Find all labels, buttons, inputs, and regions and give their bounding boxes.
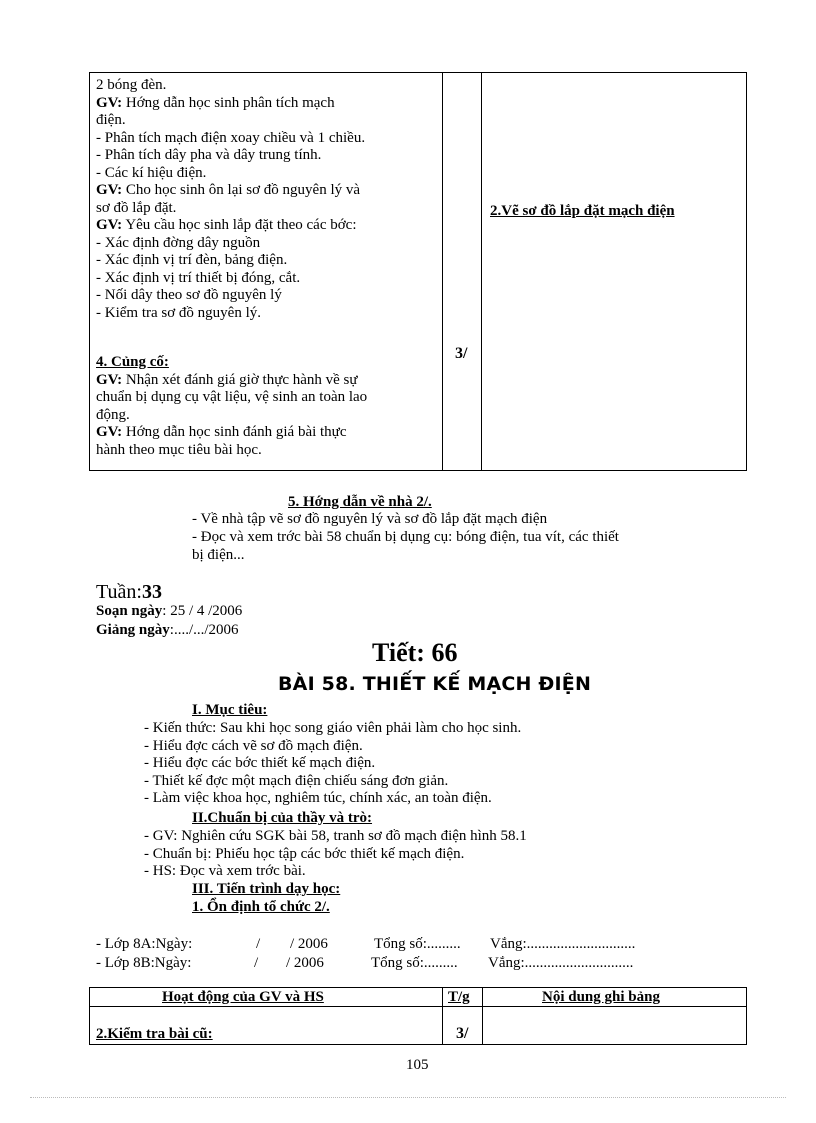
teacher-activity-line (96, 182, 438, 200)
old-lesson-check: 2.Kiểm tra bài cũ: (96, 1026, 213, 1042)
teacher-activity-line (96, 217, 438, 235)
class-date-label: - Lớp 8B:Ngày: (96, 955, 192, 971)
class-total: Tổng số:......... (371, 955, 458, 971)
activity-text (96, 77, 438, 459)
teacher-activity-text: Hớng dẫn học sinh phân tích mạch (122, 94, 335, 111)
consolidation-heading: 4. Củng cố: (96, 354, 169, 370)
objective-item: - Hiểu đợc các bớc thiết kế mạch điện. (144, 755, 376, 771)
column-divider (482, 988, 483, 1044)
objective-item: - Làm việc khoa học, nghiêm túc, chính xác, an toàn điện. (144, 790, 492, 806)
activity-line: điện. (96, 112, 126, 128)
class-date-label: - Lớp 8A:Ngày: (96, 936, 193, 952)
board-content-heading: 2.Vẽ sơ đồ lắp đặt mạch điện (490, 203, 675, 219)
header-content: Nội dung ghi bảng (542, 989, 660, 1005)
prepare-date-value: : 25 / 4 /2006 (162, 603, 243, 619)
teacher-activity-line (96, 372, 438, 390)
week-info (96, 581, 162, 604)
date-separator: / (254, 955, 259, 971)
preparation-item: - GV: Nghiên cứu SGK bài 58, tranh sơ đồ mạch điện hình 58.1 (144, 828, 527, 844)
prepare-date (96, 603, 242, 621)
class-row-8b (96, 955, 716, 973)
activity-line: - Phân tích dây pha và dây trung tính. (96, 147, 322, 163)
class-absent: Vắng:............................. (490, 936, 636, 952)
teacher-label: GV: (96, 217, 123, 233)
activity-line: - Kiểm tra sơ đồ nguyên lý. (96, 304, 261, 321)
header-activity: Hoạt động của GV và HS (162, 989, 324, 1005)
activity-line: chuẩn bị dụng cụ vật liệu, vệ sinh an toàn lao (96, 389, 368, 405)
activity-line: sơ đồ lắp đặt. (96, 199, 177, 216)
activity-line: - Phân tích mạch điện xoay chiều và 1 chiều. (96, 129, 366, 146)
activity-line: 2 bóng đèn. (96, 77, 167, 93)
page-number: 105 (406, 1057, 429, 1073)
teacher-label: GV: (96, 371, 123, 388)
page-bottom-rule (30, 1097, 786, 1098)
time-column (443, 73, 482, 470)
activity-line: - Xác định vị trí thiết bị đóng, cắt. (96, 269, 301, 286)
week-label: Tuần: (96, 581, 142, 603)
objective-item: - Thiết kế đợc một mạch điện chiếu sáng đơn giản. (144, 772, 449, 789)
homework-line-1: - Về nhà tập vẽ sơ đồ nguyên lý và sơ đồ lắp đặt mạch điện (192, 511, 548, 527)
top-lesson-table (89, 72, 747, 471)
objectives-list (144, 720, 521, 808)
teacher-label: GV: (96, 94, 123, 111)
preparation-heading: II.Chuẩn bị của thầy và trò: (192, 810, 373, 826)
activity-line: động. (96, 406, 130, 423)
teacher-activity-text: Yêu cầu học sinh lắp đặt theo các bớc: (122, 217, 357, 233)
teacher-activity-text: Cho học sinh ôn lại sơ đồ nguyên lý và (122, 182, 361, 198)
class-total: Tổng số:......... (374, 936, 461, 952)
teach-date-label: Giảng ngày (96, 622, 170, 638)
bottom-lesson-table (89, 987, 747, 1045)
header-time: T/g (448, 989, 470, 1005)
activity-line: - Nối dây theo sơ đồ nguyên lý (96, 287, 282, 303)
objectives-heading: I. Mục tiêu: (192, 702, 268, 718)
row-time: 3/ (456, 1025, 469, 1042)
objective-item: - Hiểu đợc cách vẽ sơ đồ mạch điện. (144, 737, 363, 754)
activity-line: hành theo mục tiêu bài học. (96, 441, 262, 458)
preparation-list (144, 828, 527, 881)
preparation-item: - HS: Đọc và xem trớc bài. (144, 863, 306, 879)
teacher-label: GV: (96, 424, 123, 440)
teach-date (96, 622, 239, 640)
week-number: 33 (141, 581, 162, 603)
teacher-activity-text: Nhận xét đánh giá giờ thực hành về sự (122, 371, 358, 388)
teacher-label: GV: (96, 182, 123, 198)
homework-title: 5. Hớng dẫn về nhà 2/. (288, 494, 432, 510)
process-heading: III. Tiến trình dạy học: (192, 881, 341, 897)
objective-item: - Kiến thức: Sau khi học song giáo viên phải làm cho học sinh. (144, 720, 522, 736)
activity-line: - Các kí hiệu điện. (96, 164, 207, 181)
teacher-activity-line (96, 95, 438, 113)
column-divider (442, 988, 443, 1044)
lesson-number: Tiết: 66 (372, 638, 458, 667)
organization-heading: 1. Ổn định tổ chức 2/. (192, 899, 330, 915)
teacher-activity-text: Hớng dẫn học sinh đánh giá bài thực (122, 424, 347, 440)
class-absent: Vắng:............................. (488, 955, 634, 971)
date-separator: / (256, 936, 261, 952)
class-year: / 2006 (290, 936, 328, 952)
lesson-title: BÀI 58. THIẾT KẾ MẠCH ĐIỆN (278, 673, 592, 695)
homework-line-2: - Đọc và xem trớc bài 58 chuẩn bị dụng cụ: bóng điện, tua vít, các thiết (192, 529, 619, 545)
time-value: 3/ (455, 345, 468, 362)
teach-date-value: :..../.../2006 (169, 622, 239, 638)
activity-line: - Xác định vị trí đèn, bảng điện. (96, 252, 288, 268)
class-row-8a (96, 936, 716, 954)
homework-line-3: bị điện... (192, 547, 245, 563)
class-year: / 2006 (286, 955, 324, 971)
teacher-activity-line (96, 424, 438, 442)
activity-line: - Xác định đờng dây nguồn (96, 234, 261, 251)
prepare-date-label: Soạn ngày (96, 603, 163, 619)
preparation-item: - Chuẩn bị: Phiếu học tập các bớc thiết kế mạch điện. (144, 845, 465, 862)
spacer (96, 322, 438, 354)
activity-column (90, 73, 443, 470)
